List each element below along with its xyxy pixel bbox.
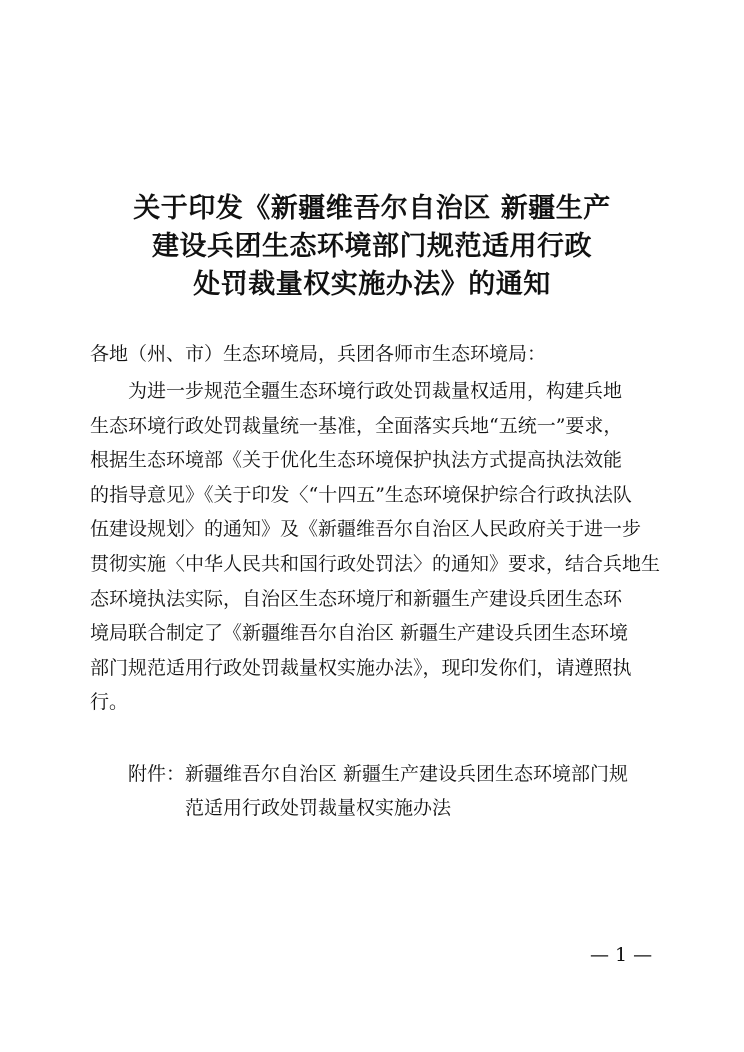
body-line: 的指导意见》《关于印发〈“十四五”生态环境保护综合行政执法队: [90, 483, 632, 506]
attachment-line: 范适用行政处罚裁量权实施办法: [185, 797, 452, 819]
body-line: 贯彻实施〈中华人民共和国行政处罚法〉的通知》要求，结合兵地生: [90, 552, 661, 575]
body-line: 根据生态环境部《关于优化生态环境保护执法方式提高执法效能: [90, 449, 623, 472]
body-line: 生态环境行政处罚裁量统一基准，全面落实兵地“五统一”要求，: [90, 414, 623, 437]
body-paragraph: [90, 374, 670, 720]
body-line: 为进一步规范全疆生态环境行政处罚裁量权适用，构建兵地: [128, 380, 623, 402]
attachment-line: 附件：新疆维吾尔自治区 新疆生产建设兵团生态环境部门规: [128, 763, 629, 785]
title-line: 建设兵团生态环境部门规范适用行政: [152, 231, 592, 262]
title-line: 处罚裁量权实施办法》的通知: [193, 269, 551, 300]
body-line: 行。: [90, 691, 129, 714]
body-line: 部门规范适用行政处罚裁量权实施办法》，现印发你们，请遵照执: [90, 656, 632, 679]
title-line: 关于印发《新疆维吾尔自治区 新疆生产: [133, 193, 611, 224]
page-number: — 1 —: [590, 944, 653, 966]
document-title: [0, 190, 744, 304]
body-line: 伍建设规划〉的通知》及《新疆维吾尔自治区人民政府关于进一步: [90, 518, 642, 541]
salutation: 各地（州、市）生态环境局，兵团各师市生态环境局：: [90, 343, 547, 365]
body-line: 境局联合制定了《新疆维吾尔自治区 新疆生产建设兵团生态环境: [90, 622, 629, 645]
attachment-note: [128, 757, 668, 825]
body-line: 态环境执法实际，自治区生态环境厅和新疆生产建设兵团生态环: [90, 587, 623, 610]
